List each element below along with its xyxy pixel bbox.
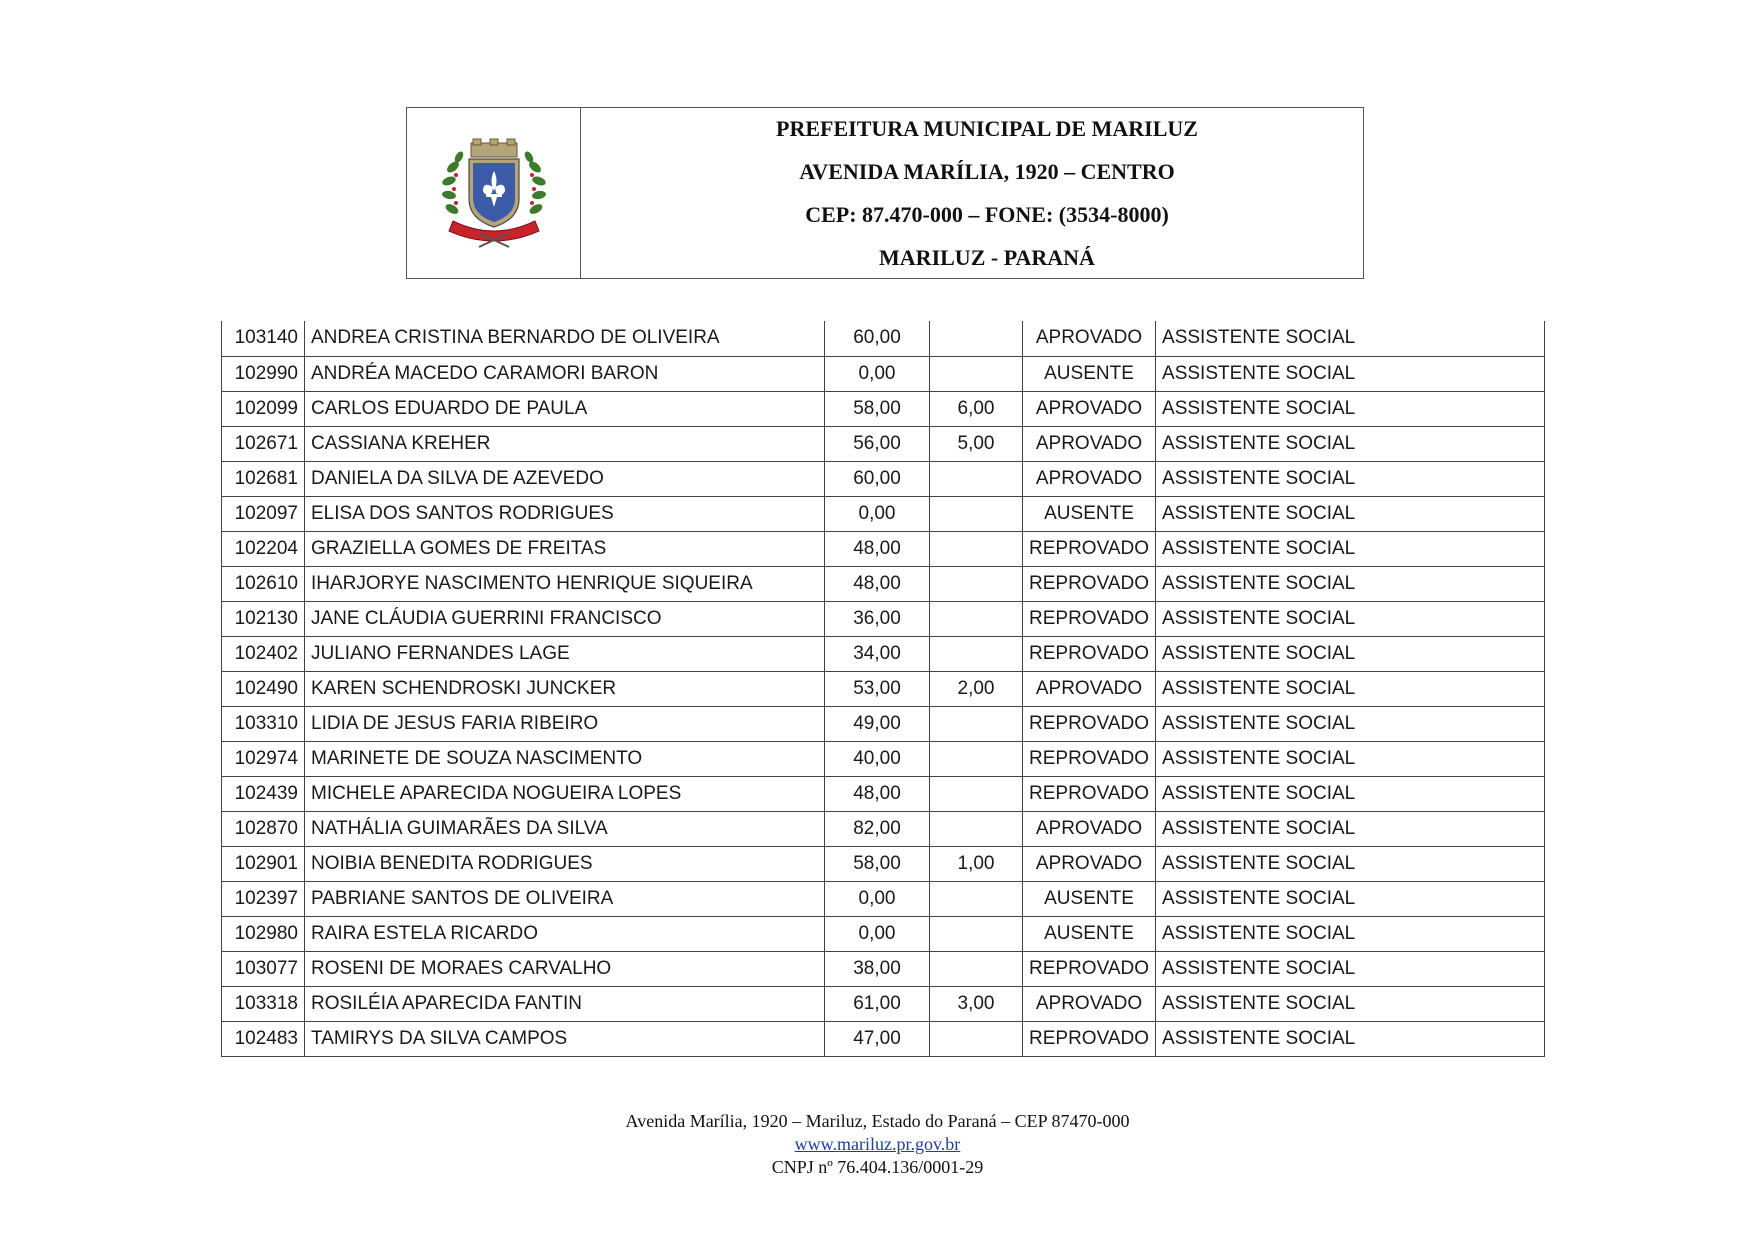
score-cell: 47,00 [825,1021,930,1056]
score-cell: 58,00 [825,846,930,881]
table-row [222,461,1545,496]
status-cell: APROVADO [1023,811,1156,846]
bonus-points-cell [930,951,1023,986]
table-row [222,986,1545,1021]
candidate-name-cell: KAREN SCHENDROSKI JUNCKER [305,671,825,706]
bonus-points-cell [930,811,1023,846]
candidate-id-cell: 102097 [222,496,305,531]
table-row [222,951,1545,986]
status-cell: AUSENTE [1023,496,1156,531]
bonus-points-cell: 1,00 [930,846,1023,881]
table-row [222,706,1545,741]
candidate-name-cell: DANIELA DA SILVA DE AZEVEDO [305,461,825,496]
bonus-points-cell [930,916,1023,951]
candidate-id-cell: 102483 [222,1021,305,1056]
position-cell: ASSISTENTE SOCIAL [1156,881,1545,916]
status-cell: REPROVADO [1023,601,1156,636]
table-row [222,671,1545,706]
candidate-name-cell: ELISA DOS SANTOS RODRIGUES [305,496,825,531]
score-cell: 56,00 [825,426,930,461]
score-cell: 49,00 [825,706,930,741]
score-cell: 48,00 [825,531,930,566]
table-row [222,496,1545,531]
status-cell: APROVADO [1023,321,1156,356]
candidate-name-cell: ANDRÉA MACEDO CARAMORI BARON [305,356,825,391]
bonus-points-cell [930,881,1023,916]
candidate-id-cell: 102980 [222,916,305,951]
score-cell: 60,00 [825,321,930,356]
candidate-name-cell: PABRIANE SANTOS DE OLIVEIRA [305,881,825,916]
score-cell: 60,00 [825,461,930,496]
status-cell: REPROVADO [1023,566,1156,601]
score-cell: 53,00 [825,671,930,706]
position-cell: ASSISTENTE SOCIAL [1156,846,1545,881]
position-cell: ASSISTENTE SOCIAL [1156,741,1545,776]
status-cell: REPROVADO [1023,636,1156,671]
score-cell: 58,00 [825,391,930,426]
status-cell: APROVADO [1023,391,1156,426]
candidate-id-cell: 102402 [222,636,305,671]
score-cell: 0,00 [825,916,930,951]
score-cell: 34,00 [825,636,930,671]
candidate-id-cell: 102870 [222,811,305,846]
table-row [222,811,1545,846]
position-cell: ASSISTENTE SOCIAL [1156,391,1545,426]
bonus-points-cell [930,321,1023,356]
score-cell: 0,00 [825,881,930,916]
table-row [222,601,1545,636]
candidate-id-cell: 103140 [222,321,305,356]
position-cell: ASSISTENTE SOCIAL [1156,776,1545,811]
table-row [222,356,1545,391]
candidate-name-cell: CARLOS EDUARDO DE PAULA [305,391,825,426]
table-row [222,566,1545,601]
status-cell: REPROVADO [1023,776,1156,811]
status-cell: AUSENTE [1023,356,1156,391]
table-row [222,391,1545,426]
letterhead-text [581,108,1363,278]
score-cell: 40,00 [825,741,930,776]
candidate-name-cell: TAMIRYS DA SILVA CAMPOS [305,1021,825,1056]
table-row [222,1021,1545,1056]
bonus-points-cell [930,776,1023,811]
position-cell: ASSISTENTE SOCIAL [1156,601,1545,636]
bonus-points-cell [930,1021,1023,1056]
status-cell: REPROVADO [1023,1021,1156,1056]
candidate-id-cell: 103310 [222,706,305,741]
bonus-points-cell [930,496,1023,531]
bonus-points-cell: 6,00 [930,391,1023,426]
score-cell: 38,00 [825,951,930,986]
results-table [221,321,1545,1057]
candidate-id-cell: 102439 [222,776,305,811]
status-cell: APROVADO [1023,986,1156,1021]
bonus-points-cell [930,461,1023,496]
position-cell: ASSISTENTE SOCIAL [1156,706,1545,741]
candidate-name-cell: ROSILÉIA APARECIDA FANTIN [305,986,825,1021]
table-row [222,531,1545,566]
bonus-points-cell [930,741,1023,776]
score-cell: 0,00 [825,496,930,531]
candidate-name-cell: MICHELE APARECIDA NOGUEIRA LOPES [305,776,825,811]
candidate-id-cell: 102671 [222,426,305,461]
candidate-id-cell: 103077 [222,951,305,986]
table-row [222,776,1545,811]
status-cell: REPROVADO [1023,741,1156,776]
score-cell: 82,00 [825,811,930,846]
candidate-name-cell: JULIANO FERNANDES LAGE [305,636,825,671]
candidate-name-cell: NOIBIA BENEDITA RODRIGUES [305,846,825,881]
position-cell: ASSISTENTE SOCIAL [1156,496,1545,531]
candidate-id-cell: 102681 [222,461,305,496]
bonus-points-cell [930,356,1023,391]
bonus-points-cell: 2,00 [930,671,1023,706]
bonus-points-cell: 3,00 [930,986,1023,1021]
candidate-name-cell: CASSIANA KREHER [305,426,825,461]
status-cell: REPROVADO [1023,706,1156,741]
results-table-body [222,321,1545,1056]
bonus-points-cell [930,531,1023,566]
candidate-name-cell: IHARJORYE NASCIMENTO HENRIQUE SIQUEIRA [305,566,825,601]
position-cell: ASSISTENTE SOCIAL [1156,636,1545,671]
table-row [222,426,1545,461]
candidate-id-cell: 103318 [222,986,305,1021]
status-cell: AUSENTE [1023,881,1156,916]
municipality-name: PREFEITURA MUNICIPAL DE MARILUZ [776,116,1198,141]
candidate-name-cell: JANE CLÁUDIA GUERRINI FRANCISCO [305,601,825,636]
position-cell: ASSISTENTE SOCIAL [1156,321,1545,356]
candidate-id-cell: 102099 [222,391,305,426]
bonus-points-cell [930,636,1023,671]
score-cell: 36,00 [825,601,930,636]
position-cell: ASSISTENTE SOCIAL [1156,531,1545,566]
candidate-name-cell: MARINETE DE SOUZA NASCIMENTO [305,741,825,776]
position-cell: ASSISTENTE SOCIAL [1156,426,1545,461]
score-cell: 61,00 [825,986,930,1021]
candidate-name-cell: LIDIA DE JESUS FARIA RIBEIRO [305,706,825,741]
position-cell: ASSISTENTE SOCIAL [1156,951,1545,986]
status-cell: APROVADO [1023,671,1156,706]
footer-website-link[interactable]: www.mariluz.pr.gov.br [794,1134,961,1154]
position-cell: ASSISTENTE SOCIAL [1156,671,1545,706]
candidate-id-cell: 102610 [222,566,305,601]
candidate-name-cell: NATHÁLIA GUIMARÃES DA SILVA [305,811,825,846]
table-row [222,881,1545,916]
status-cell: REPROVADO [1023,951,1156,986]
position-cell: ASSISTENTE SOCIAL [1156,356,1545,391]
candidate-name-cell: RAIRA ESTELA RICARDO [305,916,825,951]
score-cell: 48,00 [825,566,930,601]
status-cell: APROVADO [1023,461,1156,496]
candidate-id-cell: 102397 [222,881,305,916]
footer-address: Avenida Marília, 1920 – Mariluz, Estado do Paraná – CEP 87470-000 [625,1111,1130,1131]
table-row [222,846,1545,881]
table-row [222,321,1545,356]
candidate-id-cell: 102204 [222,531,305,566]
candidate-id-cell: 102990 [222,356,305,391]
candidate-id-cell: 102130 [222,601,305,636]
position-cell: ASSISTENTE SOCIAL [1156,461,1545,496]
status-cell: APROVADO [1023,426,1156,461]
status-cell: AUSENTE [1023,916,1156,951]
logo-cell [407,108,581,278]
table-row [222,636,1545,671]
bonus-points-cell [930,566,1023,601]
table-row [222,916,1545,951]
footer-cnpj: CNPJ nº 76.404.136/0001-29 [771,1157,984,1177]
position-cell: ASSISTENTE SOCIAL [1156,916,1545,951]
municipality-contact: CEP: 87.470-000 – FONE: (3534-8000) [805,202,1169,227]
position-cell: ASSISTENTE SOCIAL [1156,811,1545,846]
score-cell: 0,00 [825,356,930,391]
letterhead [406,107,1364,279]
position-cell: ASSISTENTE SOCIAL [1156,986,1545,1021]
municipality-address: AVENIDA MARÍLIA, 1920 – CENTRO [799,159,1175,184]
bonus-points-cell [930,706,1023,741]
municipality-city-state: MARILUZ - PARANÁ [879,245,1095,270]
candidate-id-cell: 102974 [222,741,305,776]
status-cell: APROVADO [1023,846,1156,881]
bonus-points-cell: 5,00 [930,426,1023,461]
candidate-name-cell: GRAZIELLA GOMES DE FREITAS [305,531,825,566]
status-cell: REPROVADO [1023,531,1156,566]
candidate-id-cell: 102901 [222,846,305,881]
municipal-coat-of-arms-icon [439,137,549,249]
candidate-name-cell: ROSENI DE MORAES CARVALHO [305,951,825,986]
page-footer [0,1110,1755,1179]
bonus-points-cell [930,601,1023,636]
position-cell: ASSISTENTE SOCIAL [1156,1021,1545,1056]
candidate-id-cell: 102490 [222,671,305,706]
candidate-name-cell: ANDREA CRISTINA BERNARDO DE OLIVEIRA [305,321,825,356]
position-cell: ASSISTENTE SOCIAL [1156,566,1545,601]
table-row [222,741,1545,776]
score-cell: 48,00 [825,776,930,811]
